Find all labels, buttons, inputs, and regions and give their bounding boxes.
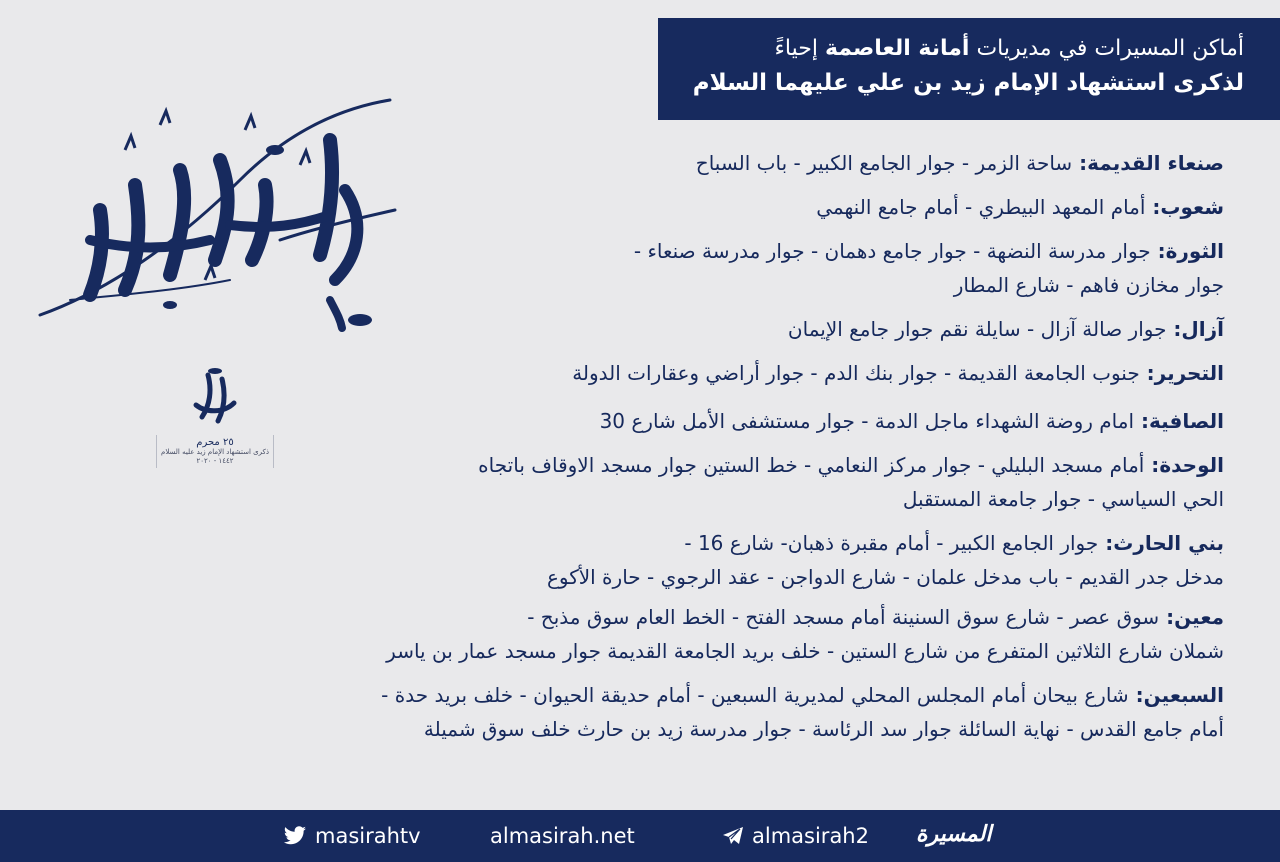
entry-line: صنعاء القديمة: ساحة الزمر - جوار الجامع الكبير - باب السباح bbox=[695, 151, 1224, 175]
entry-locations-text: جوار الجامع الكبير - أمام مقبرة ذهبان- شارع 16 - bbox=[684, 531, 1099, 555]
location-entry bbox=[224, 356, 1224, 390]
entry-line bbox=[224, 482, 1224, 516]
location-entry bbox=[224, 234, 1224, 302]
entry-locations-text: أمام المعهد البيطري - أمام جامع النهمي bbox=[816, 195, 1146, 219]
emblem-years: ١٤٤٢ - ٢٠٢٠ bbox=[196, 457, 234, 465]
entry-line bbox=[224, 268, 1224, 302]
twitter-icon bbox=[283, 826, 307, 846]
entry-line bbox=[224, 560, 1224, 594]
header-title-box bbox=[658, 18, 1280, 120]
entry-locations-text: سوق عصر - شارع سوق السنينة أمام مسجد الفتح - الخط العام سوق مذبح - bbox=[527, 605, 1160, 629]
entry-line bbox=[224, 712, 1224, 746]
entry-locations-text: ساحة الزمر - جوار الجامع الكبير - باب السباح bbox=[695, 151, 1073, 175]
entry-locations-text: مدخل جدر القديم - باب مدخل علمان - شارع الدواجن - عقد الرجوي - حارة الأكوع bbox=[546, 565, 1224, 589]
entry-locations-text: جوار مخازن فاهم - شارع المطار bbox=[953, 273, 1224, 297]
emblem-subtitle: ذكرى استشهاد الإمام زيد عليه السلام bbox=[161, 448, 269, 456]
district-name: بني الحارث bbox=[1113, 531, 1224, 555]
entry-locations-text: جوار مدرسة النضهة - جوار جامع دهمان - جوار مدرسة صنعاء - bbox=[633, 239, 1151, 263]
almasirah-logo: المسيرة bbox=[916, 822, 992, 847]
location-entry bbox=[224, 146, 1224, 180]
district-name: الوحدة bbox=[1159, 453, 1224, 477]
telegram-handle: almasirah2 bbox=[752, 824, 869, 848]
entry-locations-text: امام روضة الشهداء ماجل الدمة - جوار مستشفى الأمل شارع 30 bbox=[599, 409, 1135, 433]
entry-line: معين: سوق عصر - شارع سوق السنينة أمام مسجد الفتح - الخط العام سوق مذبح - bbox=[527, 605, 1224, 629]
district-name: آزال bbox=[1181, 317, 1224, 341]
entry-locations-text: شملان شارع الثلاثين المتفرع من شارع الستين - خلف بريد الجامعة القديمة جوار مسجد عمار بن ياسر bbox=[386, 639, 1224, 663]
entry-line: بني الحارث: جوار الجامع الكبير - أمام مقبرة ذهبان- شارع 16 - bbox=[684, 531, 1224, 555]
entry-line: التحرير: جنوب الجامعة القديمة - جوار بنك الدم - جوار أراضي وعقارات الدولة bbox=[572, 361, 1224, 385]
footer-telegram[interactable] bbox=[722, 810, 869, 862]
district-name: شعوب bbox=[1160, 195, 1224, 219]
locations-list bbox=[224, 146, 1224, 746]
entry-line: شعوب: أمام المعهد البيطري - أمام جامع النهمي bbox=[816, 195, 1224, 219]
district-name: صنعاء القديمة bbox=[1087, 151, 1224, 175]
location-entry bbox=[224, 404, 1224, 438]
district-name: السبعين bbox=[1143, 683, 1224, 707]
entry-line: الصافية: امام روضة الشهداء ماجل الدمة - جوار مستشفى الأمل شارع 30 bbox=[599, 409, 1224, 433]
header-line-1: أماكن المسيرات في مديريات أمانة العاصمة إحياءً bbox=[774, 36, 1244, 61]
entry-line: السبعين: شارع بيحان أمام المجلس المحلي لمديرية السبعين - أمام حديقة الحيوان - خلف بريد حدة - bbox=[381, 683, 1224, 707]
location-entry bbox=[224, 526, 1224, 594]
footer-website[interactable] bbox=[490, 810, 635, 862]
entry-locations-text: شارع بيحان أمام المجلس المحلي لمديرية السبعين - أمام حديقة الحيوان - خلف بريد حدة - bbox=[381, 683, 1129, 707]
district-name: التحرير bbox=[1154, 361, 1224, 385]
location-entry bbox=[224, 448, 1224, 516]
entry-line: الوحدة: أمام مسجد البليلي - جوار مركز النعامي - خط الستين جوار مسجد الاوقاف باتجاه bbox=[478, 453, 1224, 477]
district-name: معين bbox=[1174, 605, 1224, 629]
entry-locations-text: أمام جامع القدس - نهاية السائلة جوار سد الرئاسة - جوار مدرسة زيد بن حارث خلف سوق شميلة bbox=[423, 717, 1224, 741]
location-entry bbox=[224, 312, 1224, 346]
entry-locations-text: جوار صالة آزال - سايلة نقم جوار جامع الإيمان bbox=[787, 317, 1167, 341]
header-line-2: لذكرى استشهاد الإمام زيد بن علي عليهما السلام bbox=[692, 70, 1244, 96]
entry-locations-text: الحي السياسي - جوار جامعة المستقبل bbox=[902, 487, 1224, 511]
twitter-handle: masirahtv bbox=[315, 824, 421, 848]
entry-locations-text: جنوب الجامعة القديمة - جوار بنك الدم - جوار أراضي وعقارات الدولة bbox=[572, 361, 1140, 385]
footer-twitter[interactable] bbox=[283, 810, 421, 862]
location-entry bbox=[224, 190, 1224, 224]
footer-bar bbox=[0, 810, 1280, 862]
district-name: الصافية bbox=[1149, 409, 1224, 433]
location-entry bbox=[224, 600, 1224, 668]
emblem-date: ٢٥ محرم bbox=[196, 437, 234, 448]
entry-line bbox=[224, 634, 1224, 668]
district-name: الثورة bbox=[1165, 239, 1224, 263]
entry-locations-text: أمام مسجد البليلي - جوار مركز النعامي - خط الستين جوار مسجد الاوقاف باتجاه bbox=[478, 453, 1145, 477]
entry-line: الثورة: جوار مدرسة النضهة - جوار جامع دهمان - جوار مدرسة صنعاء - bbox=[633, 239, 1224, 263]
website-url: almasirah.net bbox=[490, 824, 635, 848]
entry-line: آزال: جوار صالة آزال - سايلة نقم جوار جامع الإيمان bbox=[787, 317, 1224, 341]
location-entry bbox=[224, 678, 1224, 746]
telegram-icon bbox=[722, 826, 744, 846]
